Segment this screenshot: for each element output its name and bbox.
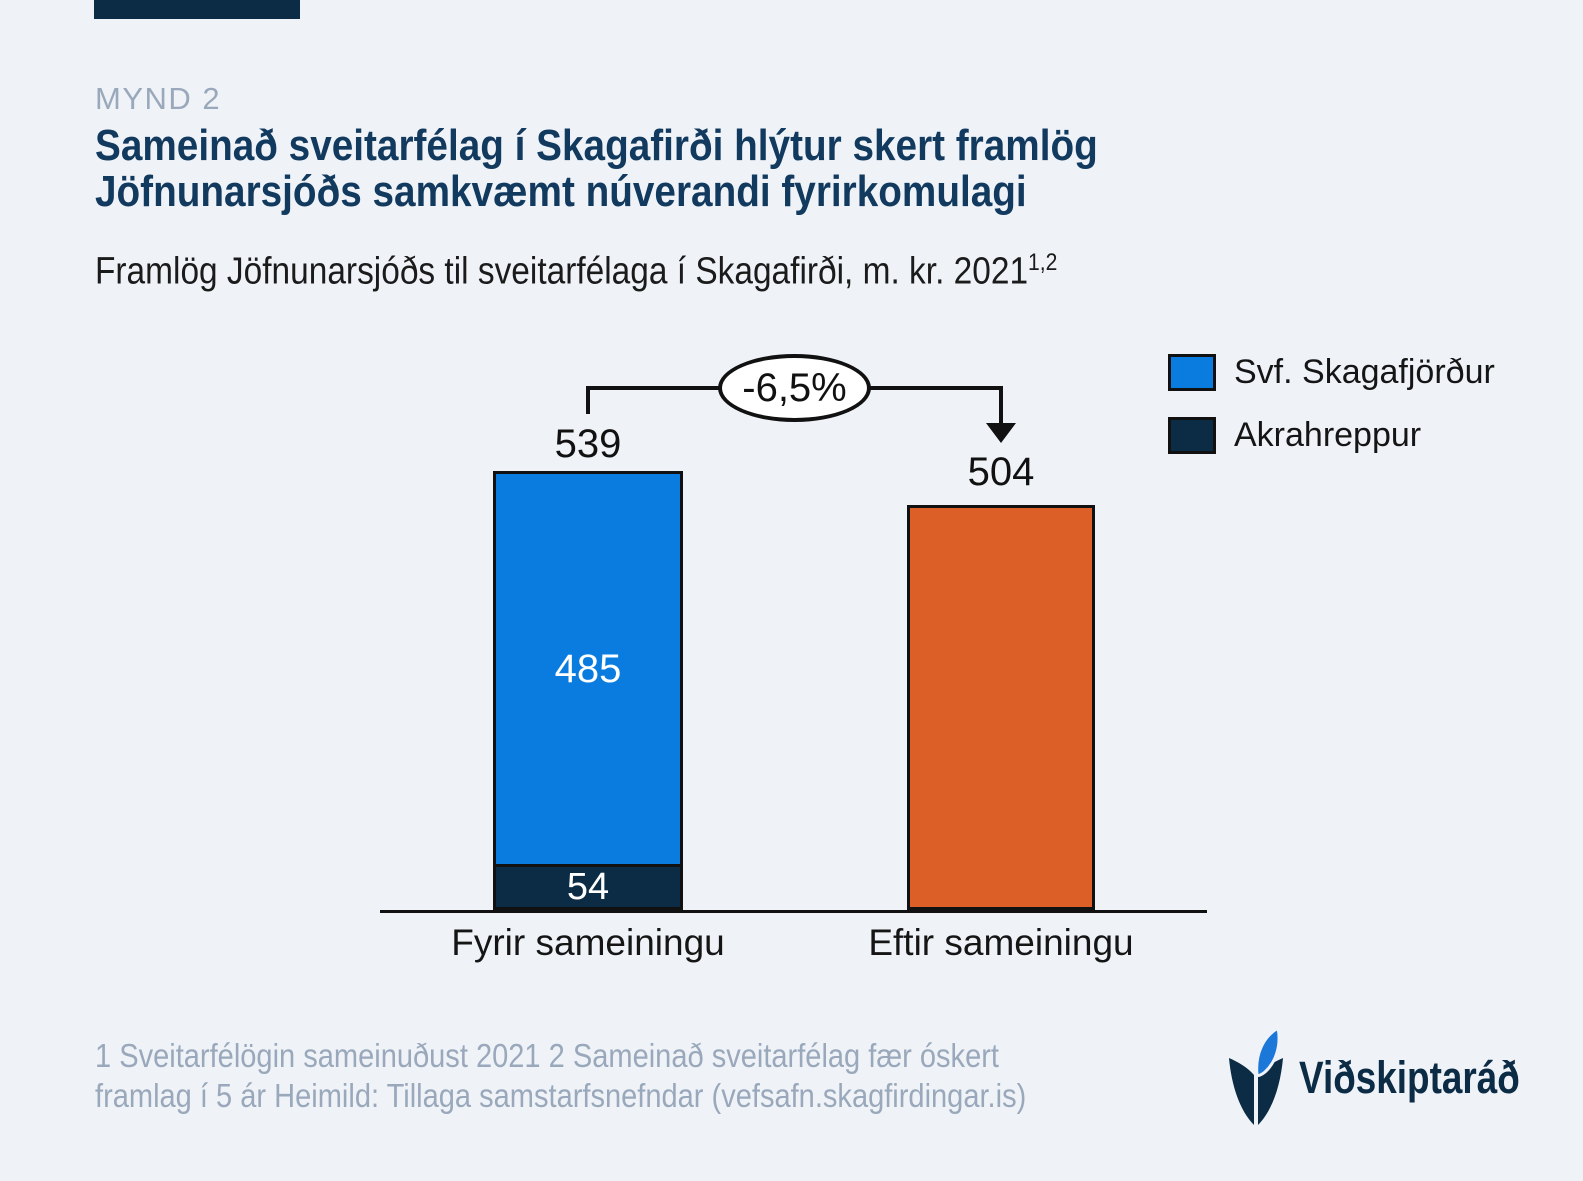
brand-wordmark: Viðskiptaráð <box>1299 1052 1520 1103</box>
category-label-before: Fyrir sameiningu <box>451 922 725 963</box>
bar-before-merger <box>493 471 683 910</box>
figure-title <box>95 123 1345 215</box>
legend-label-skagafjordur: Svf. Skagafjörður <box>1234 353 1495 391</box>
figure-title-line2: Jöfnunarsjóðs samkvæmt núverandi fyrirkomulagi <box>95 167 1027 216</box>
figure-kicker: MYND 2 <box>95 81 222 116</box>
value-label-akrahreppur: 54 <box>566 865 610 908</box>
percent-change-label: -6,5% <box>742 365 847 410</box>
header-accent-bar <box>94 0 300 19</box>
arrowhead-down-icon <box>986 423 1016 443</box>
figure-title-line1: Sameinað sveitarfélag í Skagafirði hlýtur skert framlög <box>95 121 1098 170</box>
value-label-skagafjordur: 485 <box>554 646 622 691</box>
bar-segment-akrahreppur <box>496 864 680 907</box>
change-arrow-left-tick <box>586 386 590 414</box>
legend-item-akrahreppur <box>1168 416 1495 455</box>
value-label-total-after: 504 <box>967 450 1035 494</box>
legend-swatch-navy-icon <box>1168 417 1216 454</box>
brand-logo <box>1227 1028 1568 1128</box>
footnote-line2: framlag í 5 ár Heimild: Tillaga samstarfsnefndar (vefsafn.skagfirdingar.is) <box>95 1077 1027 1114</box>
change-arrow-right-stem <box>999 386 1003 426</box>
leaf-logo-icon <box>1227 1028 1285 1128</box>
category-label-after: Eftir sameiningu <box>868 922 1134 963</box>
figure-subtitle-superscript: 1,2 <box>1028 249 1058 276</box>
x-axis-line <box>380 910 1207 913</box>
legend-item-skagafjordur <box>1168 353 1495 392</box>
bar-after-merger <box>907 505 1095 910</box>
percent-change-badge <box>718 354 871 422</box>
figure-subtitle-text: Framlög Jöfnunarsjóðs til sveitarfélaga í Skagafirði, m. kr. 2021 <box>95 250 1029 293</box>
figure-subtitle <box>95 249 1327 294</box>
legend-label-akrahreppur: Akrahreppur <box>1234 416 1422 454</box>
footnote <box>95 1036 1107 1116</box>
chart-legend <box>1168 353 1495 479</box>
bar-segment-skagafjordur <box>496 474 680 864</box>
legend-swatch-blue-icon <box>1168 354 1216 391</box>
value-label-total-before: 539 <box>554 422 622 466</box>
footnote-line1: 1 Sveitarfélögin sameinuðust 2021 2 Sameinað sveitarfélag fær óskert <box>95 1037 999 1074</box>
